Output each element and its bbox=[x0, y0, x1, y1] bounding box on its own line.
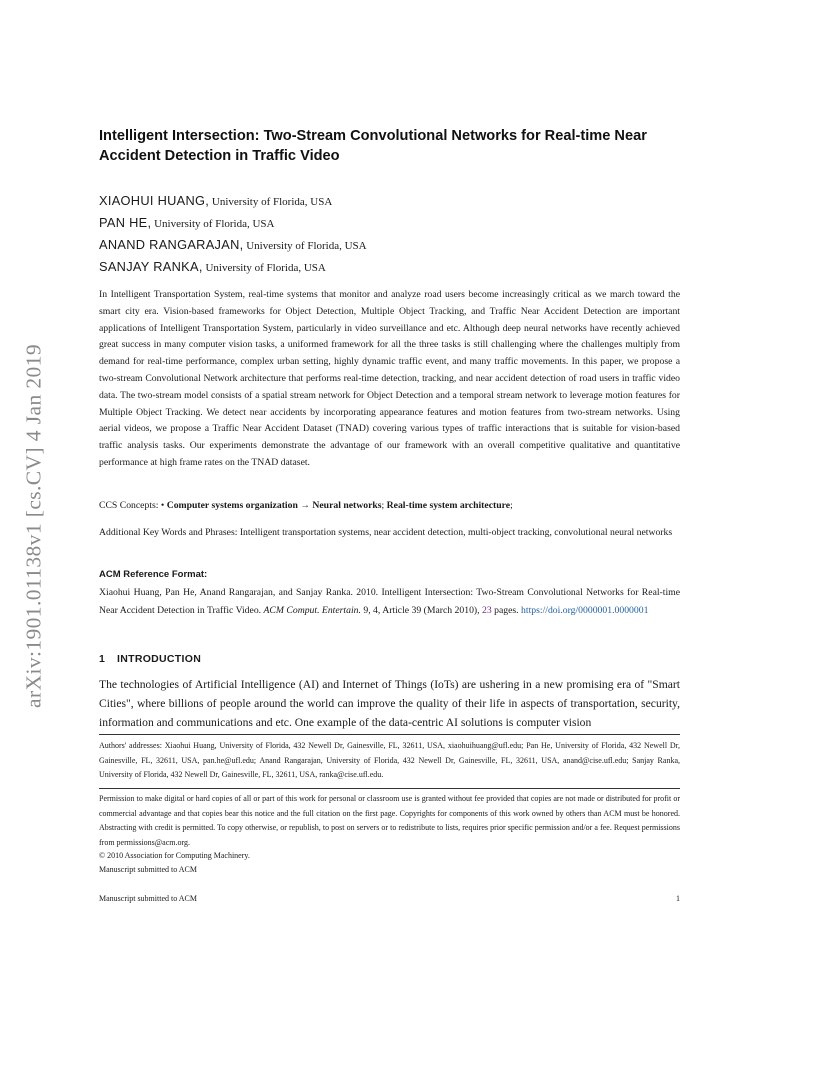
author-entry bbox=[99, 259, 680, 281]
acm-reference-pages-suffix: pages. bbox=[491, 604, 522, 616]
copyright-notice: © 2010 Association for Computing Machinery. bbox=[99, 851, 250, 860]
page-footer bbox=[99, 892, 680, 906]
keywords: Additional Key Words and Phrases: Intelligent transportation systems, near accident detection, multi-object tracking, convolutional neural networks bbox=[99, 527, 673, 538]
acm-reference-heading: ACM Reference Format: bbox=[99, 569, 208, 580]
paper-title: Intelligent Intersection: Two-Stream Convolutional Networks for Real-time Near Accident Detection in Traffic Video bbox=[99, 128, 647, 164]
page-number: 1 bbox=[676, 894, 680, 903]
ccs-concept: Computer systems organization → Neural networks bbox=[166, 500, 382, 511]
doi-link[interactable]: https://doi.org/0000001.0000001 bbox=[521, 604, 649, 616]
author-entry bbox=[99, 215, 680, 237]
ccs-suffix: ; bbox=[510, 500, 513, 511]
pages-link[interactable]: 23 bbox=[482, 604, 492, 616]
author-name: PAN HE, bbox=[99, 215, 152, 230]
author-name: SANJAY RANKA, bbox=[99, 259, 203, 274]
author-affiliation: University of Florida, USA bbox=[243, 240, 367, 252]
footer-note: Manuscript submitted to ACM bbox=[99, 894, 197, 903]
footnote-divider bbox=[99, 734, 680, 735]
ccs-concepts bbox=[99, 498, 680, 515]
arxiv-sidebar bbox=[18, 296, 50, 756]
section-heading bbox=[99, 653, 201, 665]
introduction-text: The technologies of Artificial Intelligence (AI) and Internet of Things (IoTs) are ushering in a new promising era of "Smart Cities", where billions of people around the world can improve the quality of their life in aspects of transportation, security, information and communications and etc. One example of the data-centric AI solutions is computer vision bbox=[99, 678, 680, 729]
author-entry bbox=[99, 193, 680, 215]
author-affiliation: University of Florida, USA bbox=[202, 262, 326, 274]
arxiv-stamp: arXiv:1901.01138v1 [cs.CV] 4 Jan 2019 bbox=[21, 344, 46, 708]
ccs-prefix: CCS Concepts: • bbox=[99, 500, 167, 511]
author-entry bbox=[99, 237, 680, 259]
footnote-divider bbox=[99, 788, 680, 789]
ccs-separator: ; bbox=[381, 500, 387, 511]
abstract: In Intelligent Transportation System, real-time systems that monitor and analyze road users become increasingly critical as we march toward the smart city era. Vision-based frameworks for Object Detection, Multiple Object Tracking, and Traffic Near Accident Detection are important applications of Intelligent Transportation System, particularly in video surveillance and etc. Although deep neural networks have recently achieved great success in many computer vision tasks, a uniformed framework for all the three tasks is still challenging where the challenges multiply from demand for real-time performance, complex urban setting, highly dynamic traffic event, and many traffic movements. In this paper, we propose a two-stream Convolutional Network architecture that performs real-time detection, tracking, and near accident detection of road users in traffic video data. The two-stream model consists of a spatial stream network for Object Detection and a temporal stream network to leverage motion features for Multiple Object Tracking. We detect near accidents by incorporating appearance features and motion features from two-stream networks. Using aerial videos, we propose a Traffic Near Accident Dataset (TNAD) covering various types of traffic interactions that is suitable for vision-based traffic analysis tasks. Our experiments demonstrate the advantage of our framework with an overall competitive qualitative and quantitative performance at high frame rates on the TNAD dataset. bbox=[99, 289, 680, 468]
section-title: INTRODUCTION bbox=[117, 653, 202, 665]
author-affiliation: University of Florida, USA bbox=[151, 218, 275, 230]
author-list bbox=[99, 193, 680, 281]
acm-reference-text: Xiaohui Huang, Pan He, Anand Rangarajan, and Sanjay Ranka. 2010. Intelligent Intersection: Two-Stream Convolutional Networks for Real-time Near Accident Detection in Traffic Video. bbox=[99, 587, 680, 616]
manuscript-note: Manuscript submitted to ACM bbox=[99, 865, 197, 874]
acm-reference bbox=[99, 584, 680, 619]
authors-addresses: Authors' addresses: Xiaohui Huang, University of Florida, 432 Newell Dr, Gainesville, FL, 32611, USA, xiaohuihuang@ufl.edu; Pan He, University of Florida, 432 Newell Dr, Gainesville, FL, 32611, USA, pan.he@ufl.edu; Anand Rangarajan, University of Florida, 432 Newell Dr, Gainesville, FL, 32611, USA, anand@cise.ufl.edu; Sanjay Ranka, University of Florida, 432 Newell Dr, Gainesville, FL, 32611, USA, ranka@cise.ufl.edu. bbox=[99, 741, 680, 779]
ccs-concept: Real-time system architecture bbox=[386, 500, 511, 511]
journal-name: ACM Comput. Entertain. bbox=[263, 604, 361, 616]
author-name: ANAND RANGARAJAN, bbox=[99, 237, 244, 252]
permission-notice: Permission to make digital or hard copies of all or part of this work for personal or classroom use is granted without fee provided that copies are not made or distributed for profit or commercial advantage and that copies bear this notice and the full citation on the first page. Copyrights for components of this work owned by others than ACM must be honored. Abstracting with credit is permitted. To copy otherwise, or republish, to post on servers or to redistribute to lists, requires prior specific permission and/or a fee. Request permissions from permissions@acm.org. bbox=[99, 794, 680, 847]
author-name: XIAOHUI HUANG, bbox=[99, 193, 210, 208]
section-number: 1 bbox=[99, 653, 106, 665]
acm-reference-volume: 9, 4, Article 39 (March 2010), bbox=[360, 604, 483, 616]
author-affiliation: University of Florida, USA bbox=[209, 196, 333, 208]
